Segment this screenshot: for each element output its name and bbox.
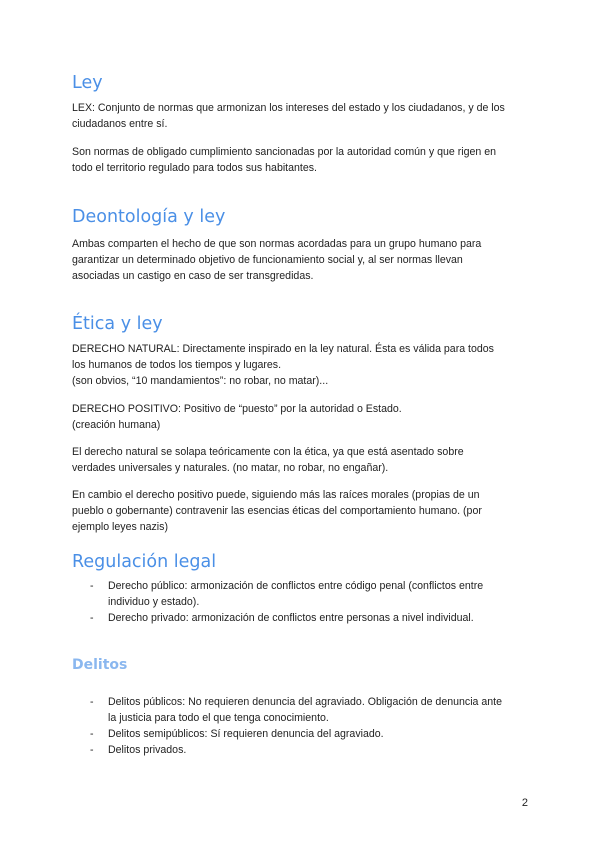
bullet-dash: -: [90, 728, 94, 740]
page-number: 2: [521, 797, 528, 809]
paragraph-derecho-positivo: DERECHO POSITIVO: Positivo de “puesto” por la autoridad o Estado. (creación humana): [72, 403, 402, 431]
bullet-dash: -: [90, 580, 94, 592]
list-item: - Delitos públicos: No requieren denuncia del agraviado. Obligación de denuncia ante la justicia para todo el que tenga conocimiento.: [90, 696, 502, 724]
bullet-dash: -: [90, 612, 94, 624]
bullet-dash: -: [90, 696, 94, 708]
heading-ley: Ley: [72, 73, 103, 93]
heading-delitos: Delitos: [72, 657, 128, 673]
heading-regulacion: Regulación legal: [72, 552, 217, 572]
paragraph-ley-definicion: LEX: Conjunto de normas que armonizan los intereses del estado y los ciudadanos, y de los ciudadanos entre sí.: [72, 102, 505, 130]
list-regulacion: [72, 578, 532, 626]
heading-etica: Ética y ley: [72, 314, 163, 334]
bullet-dash: -: [90, 744, 94, 756]
list-item: - Derecho público: armonización de conflictos entre código penal (conflictos entre individuo y estado).: [90, 580, 484, 608]
paragraph-derecho-natural: DERECHO NATURAL: Directamente inspirado en la ley natural. Ésta es válida para todos los humanos de todos los tiempos y lugares. (son obvios, “10 mandamientos”: no robar, no matar)...: [72, 343, 494, 387]
heading-deontologia: Deontología y ley: [72, 207, 226, 227]
list-item: - Delitos privados.: [90, 744, 187, 756]
list-item: - Derecho privado: armonización de conflictos entre personas a nivel individual.: [90, 612, 474, 624]
paragraph-solapamiento: El derecho natural se solapa teóricamente con la ética, ya que está asentado sobre verdades universales y naturales. (no matar, no robar, no engañar).: [72, 446, 464, 474]
list-item: - Delitos semipúblicos: Sí requieren denuncia del agraviado.: [90, 728, 384, 740]
paragraph-derecho-positivo-contraste: En cambio el derecho positivo puede, siguiendo más las raíces morales (propias de un pueblo o gobernante) contravenir las esencias éticas del comportamiento humano. (por ejemplo leyes nazis): [72, 489, 482, 533]
paragraph-ley-normas: Son normas de obligado cumplimiento sancionadas por la autoridad común y que rigen en todo el territorio regulado para todos sus habitantes.: [72, 146, 497, 174]
paragraph-deontologia: Ambas comparten el hecho de que son normas acordadas para un grupo humano para garantizar un determinado objetivo de funcionamiento social y, al ser normas llevan asociadas un castigo en caso de ser transgredidas.: [72, 238, 482, 282]
list-delitos: [72, 694, 532, 758]
